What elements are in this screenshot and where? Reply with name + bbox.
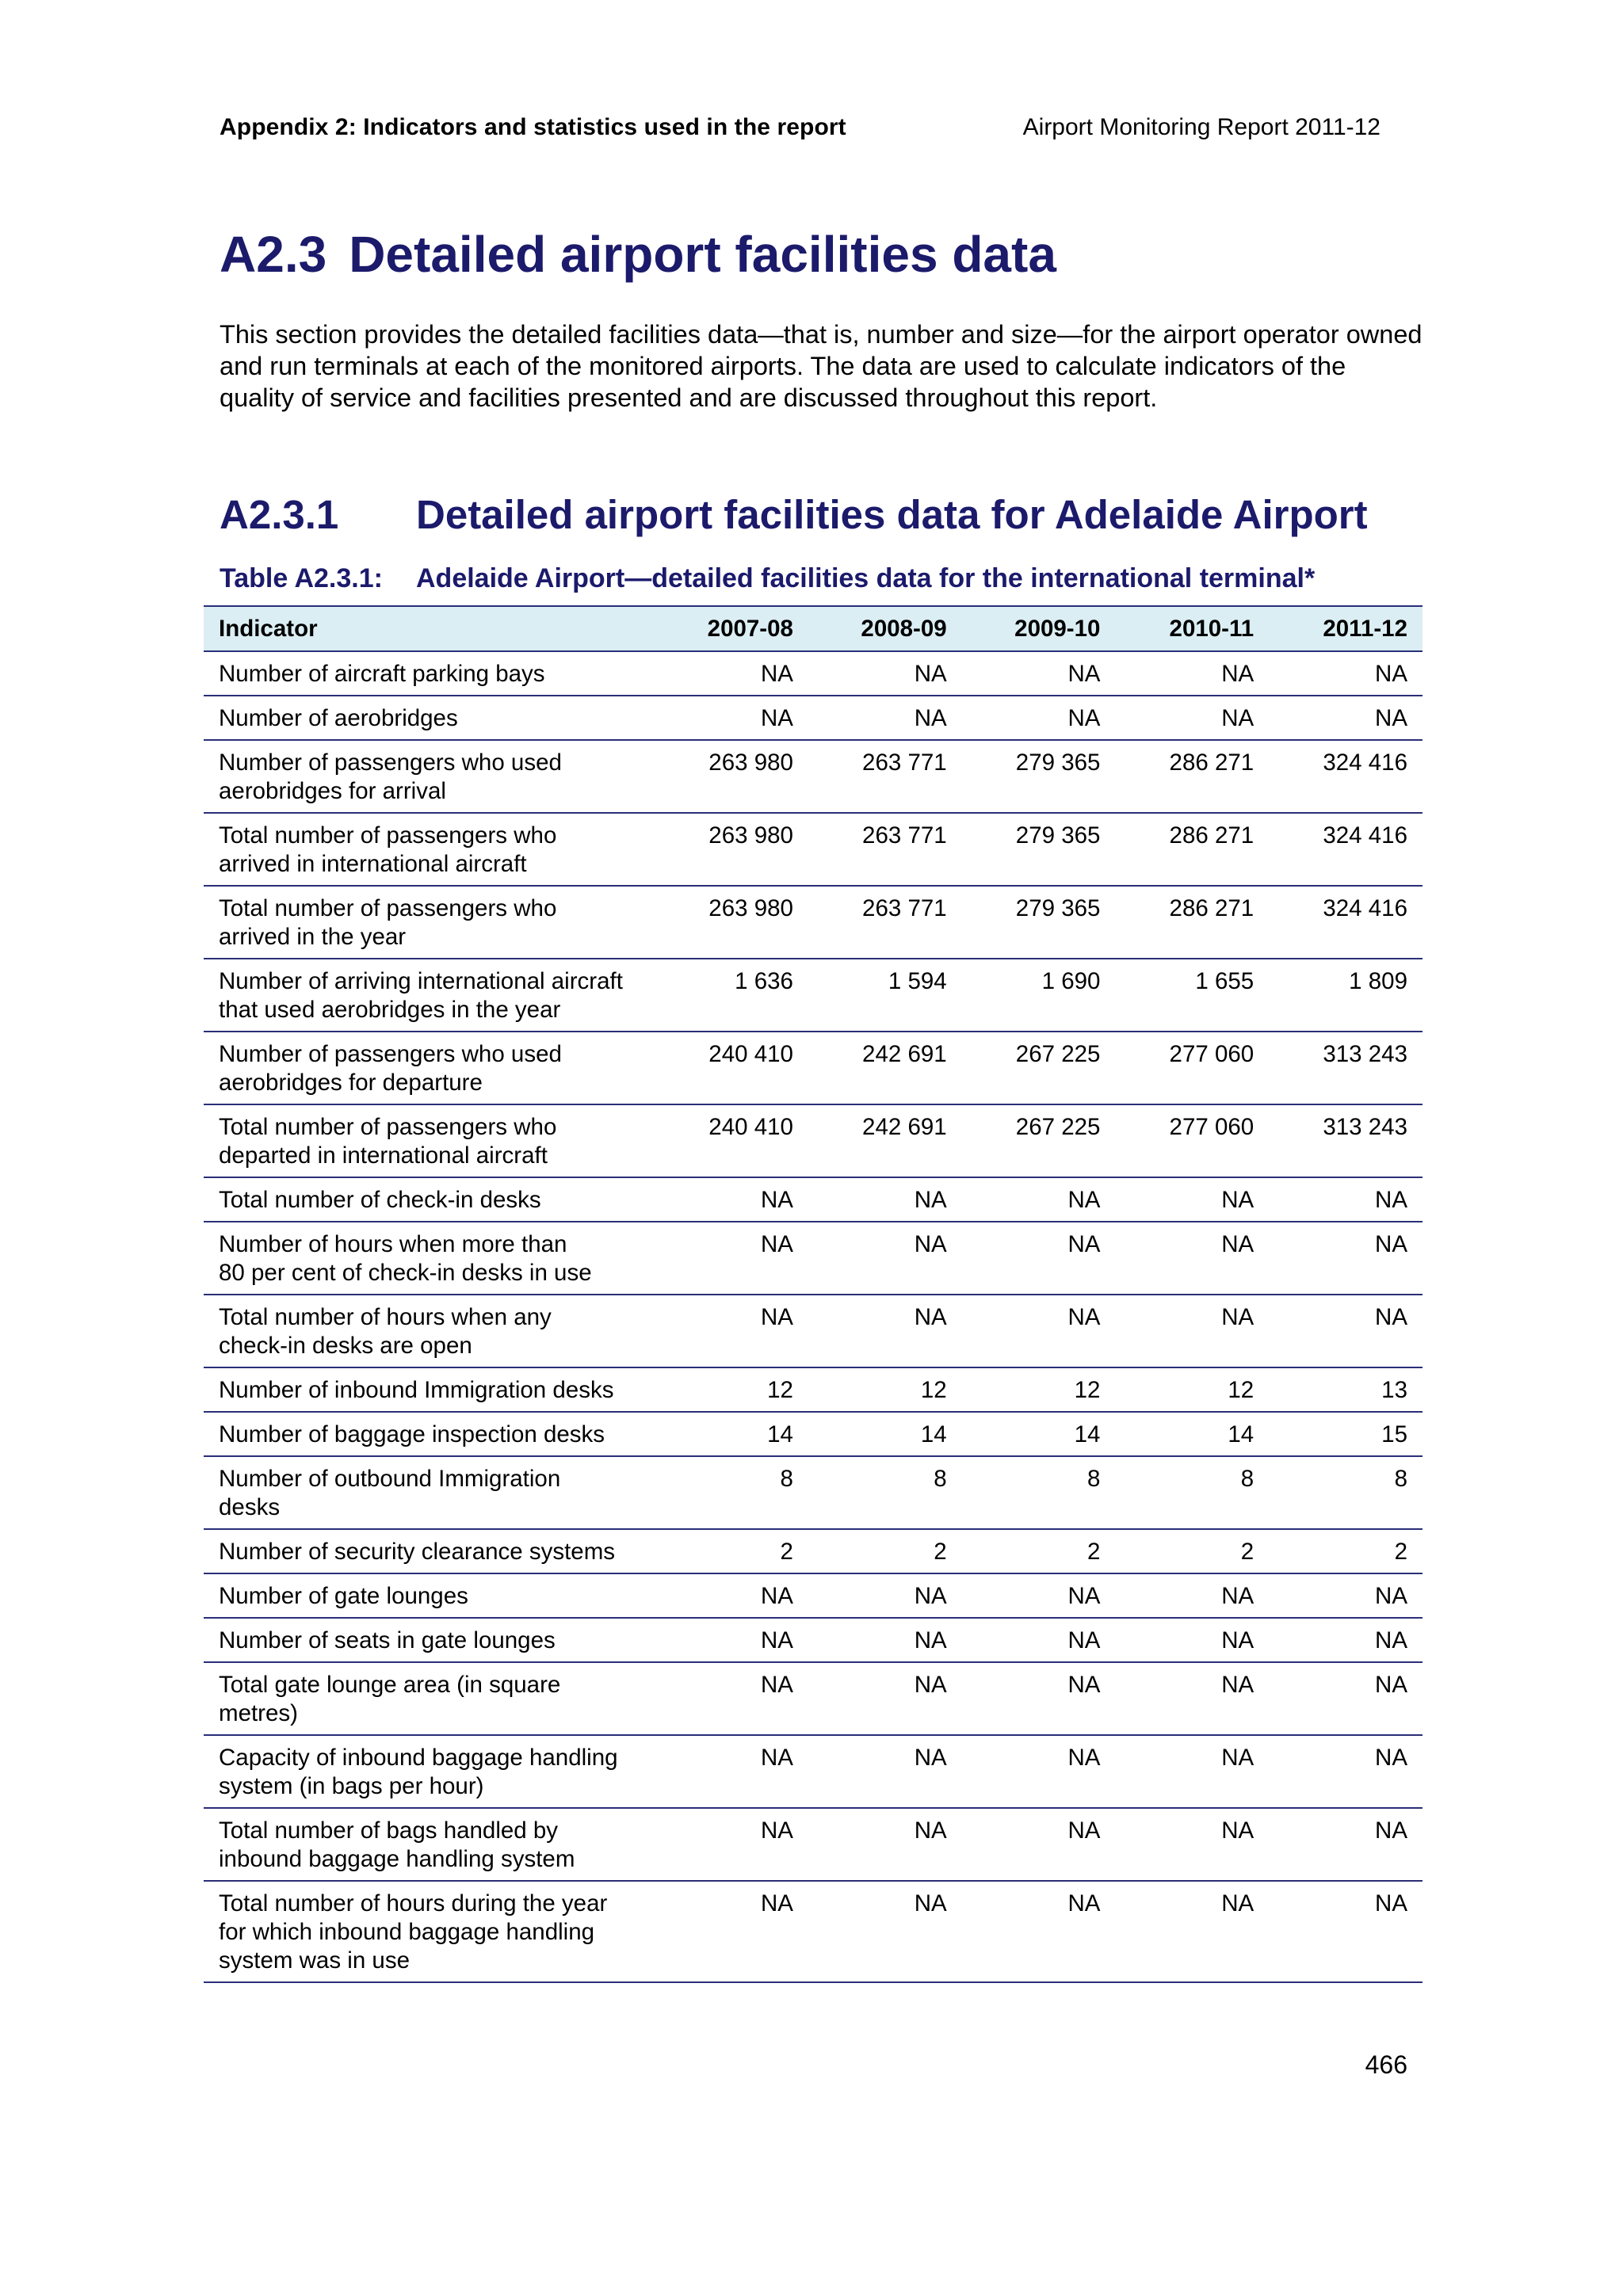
row-indicator-label [204,1573,655,1618]
cell-value: 12 [1115,1367,1269,1412]
table-row [204,696,1423,740]
cell-value: NA [655,1295,808,1367]
cell-value: NA [1269,1618,1423,1662]
cell-value: 8 [808,1456,962,1529]
table-row [204,1104,1423,1177]
cell-value: NA [655,651,808,696]
label-line: desks [219,1494,281,1520]
row-indicator-label [204,1735,655,1808]
table-row [204,1735,1423,1808]
cell-value: NA [808,1618,962,1662]
table-row [204,1618,1423,1662]
cell-value: NA [808,1662,962,1735]
cell-value: 14 [962,1412,1116,1456]
cell-value: 2 [1115,1529,1269,1573]
section-intro-paragraph: This section provides the detailed facilities data—that is, number and size—for the airport operator owned and run terminals at each of the monitored airports. The data are used to calculate indicators of the quality of service and facilities presented and are discussed throughout this report. [220,320,1423,412]
cell-value: NA [808,1573,962,1618]
row-indicator-label [204,1529,655,1573]
subsection-title: Detailed airport facilities data for Adelaide Airport [416,492,1368,537]
cell-value: NA [808,1177,962,1222]
row-indicator-label [204,959,655,1032]
cell-value: 1 594 [808,959,962,1032]
cell-value: 313 243 [1269,1104,1423,1177]
cell-value: 277 060 [1115,1104,1269,1177]
cell-value: NA [1115,1881,1269,1982]
row-indicator-label [204,1456,655,1529]
label-line: metres) [219,1700,298,1726]
cell-value: NA [1269,1222,1423,1295]
cell-value: 14 [655,1412,808,1456]
cell-value: NA [655,1881,808,1982]
cell-value: 286 271 [1115,886,1269,959]
label-line: aerobridges for arrival [219,778,446,804]
cell-value: 286 271 [1115,813,1269,886]
page-number: 466 [1365,2050,1407,2079]
table-row [204,740,1423,813]
cell-value: NA [1115,651,1269,696]
table-row [204,1032,1423,1104]
cell-value: NA [1269,1177,1423,1222]
cell-value: NA [962,1662,1116,1735]
cell-value: NA [655,696,808,740]
label-line: arrived in international aircraft [219,851,527,877]
label-line: Number of aircraft parking bays [219,661,545,687]
cell-value: 12 [808,1367,962,1412]
row-indicator-label [204,1881,655,1982]
label-line: system (in bags per hour) [219,1773,484,1799]
cell-value: NA [808,651,962,696]
table-row [204,813,1423,886]
cell-value: 12 [962,1367,1116,1412]
cell-value: NA [1115,1618,1269,1662]
cell-value: 263 980 [655,886,808,959]
subsection-number: A2.3.1 [220,492,339,537]
cell-value: 1 636 [655,959,808,1032]
cell-value: NA [962,1735,1116,1808]
cell-value: 279 365 [962,813,1116,886]
cell-value: NA [808,1295,962,1367]
row-indicator-label [204,696,655,740]
cell-value: NA [1115,1295,1269,1367]
label-line: departed in international aircraft [219,1142,548,1169]
cell-value: 263 771 [808,886,962,959]
cell-value: NA [1115,1662,1269,1735]
label-line: Total number of passengers who [219,895,557,921]
table-row [204,1573,1423,1618]
cell-value: 279 365 [962,886,1116,959]
row-indicator-label [204,1295,655,1367]
table-body [204,651,1423,1982]
label-line: aerobridges for departure [219,1070,483,1096]
label-line: Total number of passengers who [219,1114,557,1140]
label-line: that used aerobridges in the year [219,997,561,1023]
column-header-indicator: Indicator [204,606,655,651]
column-header-year: 2009-10 [962,606,1116,651]
cell-value: 14 [1115,1412,1269,1456]
table-row [204,1177,1423,1222]
cell-value: NA [808,1222,962,1295]
label-line: Number of gate lounges [219,1583,468,1609]
label-line: Total number of check-in desks [219,1187,541,1213]
cell-value: 13 [1269,1367,1423,1412]
cell-value: NA [962,1573,1116,1618]
cell-value: NA [1269,696,1423,740]
cell-value: 263 980 [655,813,808,886]
label-line: for which inbound baggage handling [219,1919,595,1945]
label-line: 80 per cent of check-in desks in use [219,1260,592,1286]
cell-value: NA [1269,1808,1423,1881]
row-indicator-label [204,1808,655,1881]
row-indicator-label [204,1367,655,1412]
row-indicator-label [204,1412,655,1456]
section-number: A2.3 [220,226,327,283]
table-row [204,1412,1423,1456]
label-line: Total number of hours when any [219,1304,552,1330]
label-line: Number of passengers who used [219,749,562,776]
cell-value: 2 [962,1529,1116,1573]
table-row [204,1456,1423,1529]
row-indicator-label [204,1177,655,1222]
cell-value: NA [808,1735,962,1808]
cell-value: NA [655,1735,808,1808]
cell-value: 8 [1115,1456,1269,1529]
cell-value: 263 980 [655,740,808,813]
label-line: Number of passengers who used [219,1041,562,1067]
running-header-left: Appendix 2: Indicators and statistics used in the report [220,114,846,140]
cell-value: NA [808,696,962,740]
cell-value: NA [1115,1222,1269,1295]
label-line: Number of arriving international aircraft [219,968,623,994]
section-title: Detailed airport facilities data [349,226,1056,283]
cell-value: 240 410 [655,1104,808,1177]
label-line: Number of baggage inspection desks [219,1421,605,1447]
cell-value: NA [1269,1881,1423,1982]
cell-value: NA [1115,1573,1269,1618]
label-line: Number of inbound Immigration desks [219,1377,614,1403]
cell-value: 324 416 [1269,886,1423,959]
cell-value: NA [1269,1662,1423,1735]
cell-value: 267 225 [962,1032,1116,1104]
cell-value: NA [655,1662,808,1735]
facilities-data-table [204,605,1423,1983]
table-row [204,1367,1423,1412]
label-line: Total gate lounge area (in square [219,1672,561,1698]
row-indicator-label [204,1662,655,1735]
cell-value: 279 365 [962,740,1116,813]
cell-value: 2 [808,1529,962,1573]
cell-value: 242 691 [808,1104,962,1177]
label-line: Number of outbound Immigration [219,1466,561,1492]
cell-value: 324 416 [1269,813,1423,886]
cell-value: NA [962,1295,1116,1367]
label-line: Total number of passengers who [219,822,557,849]
cell-value: 313 243 [1269,1032,1423,1104]
cell-value: NA [655,1808,808,1881]
table-row [204,1529,1423,1573]
column-header-year: 2011-12 [1269,606,1423,651]
cell-value: NA [962,1881,1116,1982]
cell-value: 15 [1269,1412,1423,1456]
table-caption-number: Table A2.3.1: [220,563,383,593]
table-row [204,1222,1423,1295]
cell-value: 14 [808,1412,962,1456]
cell-value: 8 [962,1456,1116,1529]
column-header-year: 2010-11 [1115,606,1269,651]
section-heading [220,225,1056,284]
table-row [204,651,1423,696]
row-indicator-label [204,813,655,886]
cell-value: NA [962,1222,1116,1295]
cell-value: NA [808,1881,962,1982]
table-caption [220,563,1315,594]
cell-value: 267 225 [962,1104,1116,1177]
cell-value: 240 410 [655,1032,808,1104]
table-row [204,886,1423,959]
row-indicator-label [204,886,655,959]
cell-value: 8 [1269,1456,1423,1529]
label-line: Total number of bags handled by [219,1817,559,1844]
column-header-year: 2008-09 [808,606,962,651]
cell-value: NA [1269,1573,1423,1618]
table-row [204,1295,1423,1367]
cell-value: 2 [1269,1529,1423,1573]
row-indicator-label [204,1104,655,1177]
cell-value: NA [655,1618,808,1662]
column-header-year: 2007-08 [655,606,808,651]
row-indicator-label [204,1618,655,1662]
label-line: Number of aerobridges [219,705,458,731]
label-line: Capacity of inbound baggage handling [219,1745,618,1771]
cell-value: NA [1115,1735,1269,1808]
cell-value: 242 691 [808,1032,962,1104]
table-header-row [204,606,1423,651]
cell-value: NA [962,1618,1116,1662]
cell-value: 263 771 [808,813,962,886]
cell-value: NA [808,1808,962,1881]
table-caption-title: Adelaide Airport—detailed facilities data for the international terminal* [416,563,1316,593]
subsection-heading [220,491,1368,538]
cell-value: NA [1269,1295,1423,1367]
cell-value: 263 771 [808,740,962,813]
cell-value: 1 655 [1115,959,1269,1032]
label-line: check-in desks are open [219,1333,472,1359]
cell-value: NA [962,696,1116,740]
cell-value: 324 416 [1269,740,1423,813]
row-indicator-label [204,740,655,813]
table-row [204,1881,1423,1982]
cell-value: 12 [655,1367,808,1412]
cell-value: NA [655,1177,808,1222]
cell-value: NA [655,1222,808,1295]
label-line: system was in use [219,1947,410,1974]
cell-value: NA [1269,651,1423,696]
cell-value: NA [962,1177,1116,1222]
row-indicator-label [204,1032,655,1104]
cell-value: NA [1269,1735,1423,1808]
cell-value: NA [962,1808,1116,1881]
cell-value: 286 271 [1115,740,1269,813]
label-line: Total number of hours during the year [219,1890,608,1917]
cell-value: 8 [655,1456,808,1529]
label-line: inbound baggage handling system [219,1846,575,1872]
cell-value: 1 809 [1269,959,1423,1032]
cell-value: NA [1115,1177,1269,1222]
table-row [204,959,1423,1032]
label-line: Number of hours when more than [219,1231,567,1257]
cell-value: 277 060 [1115,1032,1269,1104]
table-row [204,1662,1423,1735]
cell-value: NA [1115,1808,1269,1881]
label-line: Number of seats in gate lounges [219,1627,556,1653]
cell-value: 2 [655,1529,808,1573]
table-row [204,1808,1423,1881]
running-header-right: Airport Monitoring Report 2011-12 [1022,114,1381,140]
cell-value: 1 690 [962,959,1116,1032]
cell-value: NA [962,651,1116,696]
label-line: Number of security clearance systems [219,1539,616,1565]
row-indicator-label [204,651,655,696]
cell-value: NA [655,1573,808,1618]
label-line: arrived in the year [219,924,407,950]
row-indicator-label [204,1222,655,1295]
cell-value: NA [1115,696,1269,740]
